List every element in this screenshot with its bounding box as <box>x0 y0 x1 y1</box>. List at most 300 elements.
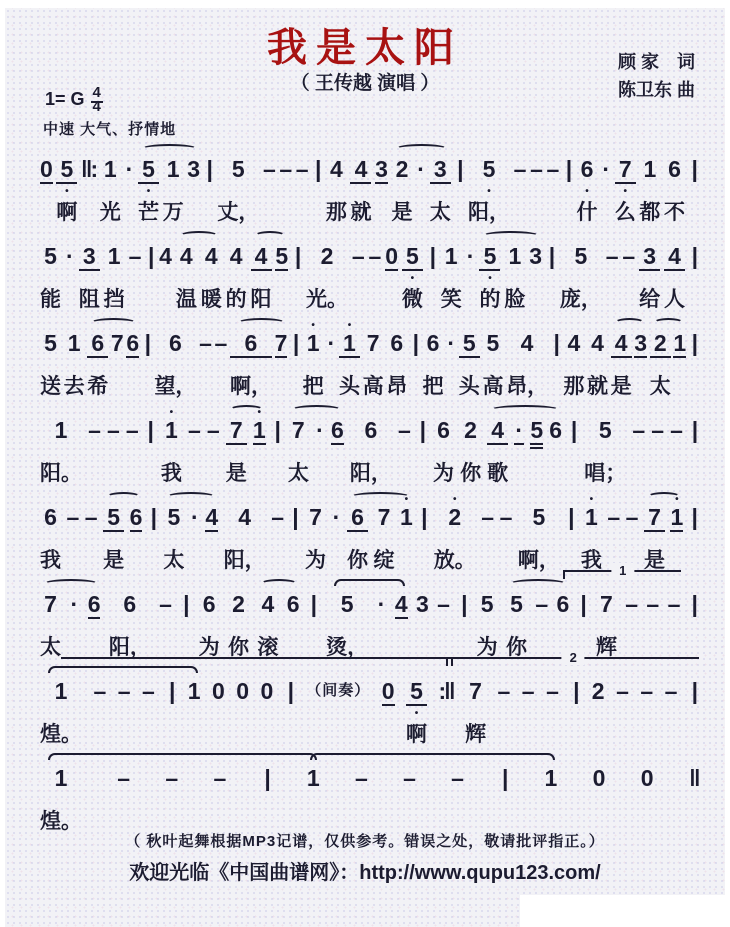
slur-tie <box>491 405 559 414</box>
lyric-syllable: 万 <box>162 201 184 224</box>
lyric-syllable: 丈， <box>217 201 260 224</box>
lyric-syllable: 唱； <box>584 462 627 485</box>
dash-token: – <box>199 330 212 356</box>
lyric-syllable: 你 <box>505 636 527 659</box>
system-6 <box>40 563 699 661</box>
octave-dot-above: • <box>347 320 352 331</box>
duration-underline <box>40 182 53 184</box>
dash-token: – <box>295 156 309 182</box>
lyric-syllable: 那 <box>563 375 585 398</box>
lyric-syllable: 去 <box>63 375 85 398</box>
note-token: · <box>125 156 134 182</box>
barline: | <box>457 156 462 182</box>
notation-row <box>40 496 699 574</box>
note-token: 1 万 <box>162 156 184 224</box>
lyric-syllable: 昂， <box>506 375 549 398</box>
dash-token: – <box>521 678 535 704</box>
octave-dot-above: • <box>169 407 174 418</box>
note-token: 6 <box>331 417 344 443</box>
duration-underline <box>275 356 288 358</box>
barline: | <box>147 417 152 443</box>
duration-underline <box>514 443 524 445</box>
note-token: 4 就 <box>350 156 372 224</box>
ending-bracket <box>446 650 700 666</box>
note-token: 1 光 <box>99 156 121 224</box>
note-token: 6 <box>556 591 570 617</box>
dash-token: – <box>646 591 660 617</box>
note-token: 7 <box>110 330 124 356</box>
note-token: 6 望， <box>154 330 197 398</box>
note-token: 7 高 <box>362 330 384 398</box>
barline: | <box>691 417 697 443</box>
dash-token: – <box>616 678 629 704</box>
note-token: 2 是 <box>391 156 413 224</box>
barline: | <box>580 591 585 617</box>
lyric-syllable: 笑 <box>440 288 462 311</box>
lyric-syllable: 么 <box>614 201 636 224</box>
system-1 <box>40 148 699 226</box>
notation-row <box>40 235 699 313</box>
note-token: 3 <box>375 156 388 182</box>
barline: | <box>502 765 507 791</box>
note-token: 7 太 <box>40 591 61 659</box>
note-token: 4 <box>159 243 172 269</box>
barline: ‖: <box>81 156 97 182</box>
note-token: 5 是 <box>103 504 125 572</box>
note-token: 2 光。 <box>305 243 348 311</box>
note-token: 2 你 <box>228 591 249 659</box>
duration-underline <box>126 356 139 358</box>
notation-row <box>40 583 699 661</box>
dash-token: – <box>530 156 543 182</box>
note-token: 1 <box>187 678 201 704</box>
lyric-syllable: 阳， <box>468 201 511 224</box>
dash-token: – <box>159 591 172 617</box>
note-token: 5 • 的 <box>479 243 501 311</box>
system-3 <box>40 322 699 400</box>
dash-token: – <box>451 765 464 791</box>
lyric-syllable: 温 <box>175 288 197 311</box>
note-token: 6 不 <box>664 156 686 224</box>
lyric-syllable: 啊， <box>517 549 560 572</box>
duration-underline <box>459 356 480 358</box>
note-token: 5 唱； <box>584 417 627 485</box>
duration-underline <box>487 443 508 445</box>
slur-tie <box>142 144 197 153</box>
lyric-syllable: 就 <box>350 201 372 224</box>
note-token: 5 烫， <box>326 591 369 659</box>
lyric-syllable: 暖 <box>200 288 222 311</box>
note-token: 5 • 微 <box>401 243 423 311</box>
note-token: 7 太 <box>287 417 309 485</box>
dash-token: – <box>403 765 416 791</box>
note-token: 5 送 <box>40 330 61 398</box>
dash-token: – <box>142 678 155 704</box>
note-token: 4 的 <box>225 243 247 311</box>
lyric-syllable: 你 <box>346 549 368 572</box>
barline: | <box>292 330 298 356</box>
barline: | <box>421 504 426 530</box>
duration-underline <box>382 704 395 706</box>
composer-credit: 陈卫东 曲 <box>617 80 695 100</box>
duration-underline <box>138 182 159 184</box>
note-token: • 1 <box>399 494 413 530</box>
octave-dot-above: • <box>257 407 261 418</box>
barline: | <box>310 591 316 617</box>
lyric-syllable: 光 <box>99 201 121 224</box>
note-token: 3 给 <box>639 243 661 311</box>
barline: | <box>294 243 300 269</box>
lyric-syllable: 不 <box>664 201 686 224</box>
notation-row <box>40 148 699 226</box>
dash-token: – <box>368 243 382 269</box>
note-token: 6 为 <box>198 591 220 659</box>
note-token: • 1 <box>670 494 684 530</box>
barline: | <box>150 504 156 530</box>
note-token: 6 你 <box>346 504 368 572</box>
barline: | <box>565 156 571 182</box>
note-token: · <box>602 156 610 182</box>
dash-token: – <box>625 504 639 530</box>
note-token: 5 • 芒 <box>138 156 160 224</box>
lyricist-credit: 顾 家 词 <box>617 52 695 72</box>
barline: | <box>461 591 466 617</box>
duration-underline <box>406 704 427 706</box>
lyric-syllable: 希 <box>87 375 109 398</box>
note-token: 5 • 阳， <box>468 156 511 224</box>
note-token: • 1 头 <box>338 320 360 398</box>
barline: | <box>315 156 320 182</box>
barline: | <box>691 330 697 356</box>
lyric-syllable: 是 <box>225 462 247 485</box>
dash-token: – <box>664 678 678 704</box>
corner-blank-box <box>520 895 725 927</box>
lyric-syllable: 煌。 <box>40 810 82 833</box>
duration-underline <box>56 182 77 184</box>
lyric-syllable: 辉 <box>595 636 617 659</box>
interlude-label: （间奏） <box>306 682 371 699</box>
note-token: 6 我 <box>40 504 61 572</box>
note-token: 4 就 <box>587 330 608 398</box>
ending-number: 1 <box>611 563 634 578</box>
note-token: 6 <box>129 504 143 530</box>
note-token: · <box>417 156 425 182</box>
slur-tie <box>510 579 566 588</box>
note-token: 4 <box>394 591 408 617</box>
lyric-syllable: 辉 <box>465 723 487 746</box>
ending-bracket <box>563 563 682 579</box>
note-token: 5 丈， <box>217 156 260 224</box>
octave-dot-below: • <box>414 708 419 719</box>
note-token: 1 脸 <box>504 243 526 311</box>
lyric-syllable: 什 <box>576 201 598 224</box>
lyric-syllable: 绽 <box>373 549 395 572</box>
note-token: 7 是 <box>225 417 247 485</box>
dash-token: – <box>397 417 411 443</box>
barline: | <box>206 156 211 182</box>
note-token: 6 <box>126 330 140 356</box>
barline: | <box>292 504 297 530</box>
dash-token: – <box>214 330 228 356</box>
dash-token: – <box>640 678 654 704</box>
duration-underline <box>670 530 683 532</box>
lyric-syllable: 滚 <box>257 636 279 659</box>
dash-token: – <box>607 504 621 530</box>
performer-line: （ 王传越 演唱 ） <box>290 73 440 94</box>
octave-dot-above: • <box>404 494 409 505</box>
note-token: 5 为 <box>476 591 498 659</box>
note-token: 4 是 <box>610 330 632 398</box>
note-token: 3 太 <box>429 156 451 224</box>
note-token: 6 <box>549 417 563 443</box>
barline: ‖ <box>689 765 699 791</box>
lyric-syllable: 歌 <box>487 462 509 485</box>
note-token: 5 能 <box>40 243 61 311</box>
dash-token: – <box>128 243 142 269</box>
note-token: 7 <box>274 330 288 356</box>
note-token: 3 阻 <box>78 243 100 311</box>
duration-underline <box>650 356 671 358</box>
dash-token: – <box>354 765 368 791</box>
notation-row <box>40 670 699 748</box>
lyric-syllable: 我 <box>580 549 602 572</box>
note-token: 4 昂， <box>506 330 549 398</box>
lyric-syllable: 光。 <box>305 288 348 311</box>
slur-tie <box>48 666 198 673</box>
credits <box>618 48 695 104</box>
octave-dot-below: • <box>488 273 492 284</box>
lyric-syllable: 阳， <box>349 462 392 485</box>
site-link[interactable]: 欢迎光临《中国曲谱网》：http://www.qupu123.com/ <box>129 862 601 884</box>
slur-tie <box>334 579 405 586</box>
note-token: 3 <box>529 243 543 269</box>
note-token: 0 <box>212 678 225 704</box>
notation-row <box>40 757 699 835</box>
lyric-syllable: 挡 <box>103 288 125 311</box>
dash-token: – <box>88 417 101 443</box>
duration-underline <box>350 182 371 184</box>
duration-underline <box>385 269 398 271</box>
lyric-syllable: 是 <box>103 549 125 572</box>
system-8 <box>40 757 699 835</box>
barline: | <box>691 678 697 704</box>
duration-underline <box>331 443 344 445</box>
duration-underline <box>339 356 360 358</box>
barline: | <box>419 417 425 443</box>
lyric-syllable: 为 <box>432 462 454 485</box>
lyric-syllable: 给 <box>639 288 661 311</box>
barline: :‖ <box>438 678 454 704</box>
duration-underline <box>673 356 686 358</box>
lyric-syllable: 太 <box>429 201 451 224</box>
note-token: 5 你 <box>505 591 527 659</box>
sheet-background <box>5 8 725 927</box>
lyric-syllable: 太 <box>649 375 671 398</box>
lyric-syllable: 昂 <box>386 375 408 398</box>
note-token: 6 昂 <box>386 330 408 398</box>
barline: | <box>691 243 697 269</box>
note-token: 1 煌。 <box>40 678 82 746</box>
barline: | <box>274 417 279 443</box>
dash-token: – <box>667 591 681 617</box>
dash-token: – <box>279 156 293 182</box>
transcriber-note: （ 秋叶起舞根据MP3记谱，仅供参考。错误之处，敬请批评指正。） <box>125 833 605 850</box>
dash-token: – <box>93 678 107 704</box>
lyric-syllable: 望， <box>154 375 197 398</box>
duration-underline <box>230 356 272 358</box>
duration-underline <box>251 269 272 271</box>
note-token: · <box>466 243 475 269</box>
dash-token: – <box>481 504 495 530</box>
note-token: 4 暖 <box>200 243 222 311</box>
duration-underline <box>634 356 647 358</box>
note-token: 1 挡 <box>103 243 125 311</box>
lyric-syllable: 的 <box>225 288 247 311</box>
lyric-syllable: 都 <box>639 201 661 224</box>
barline: | <box>691 591 696 617</box>
dash-token: – <box>513 156 527 182</box>
lyric-syllable: 我 <box>160 462 182 485</box>
duration-underline <box>402 269 423 271</box>
barline: | <box>144 330 150 356</box>
slur-tie <box>91 318 136 327</box>
note-token: 5 头 <box>458 330 480 398</box>
dash-token: – <box>213 765 227 791</box>
note-token: 5 太 <box>163 504 185 572</box>
slur-tie <box>48 753 317 760</box>
note-token: · <box>316 417 324 443</box>
duration-underline <box>664 269 685 271</box>
dash-token: – <box>622 243 636 269</box>
barline: | <box>169 678 174 704</box>
key-label: 1= G <box>45 88 85 109</box>
note-token: 6 <box>286 591 300 617</box>
dash-token: – <box>117 678 131 704</box>
barline: | <box>264 765 269 791</box>
dash-token: – <box>187 417 201 443</box>
note-token: 2 <box>591 678 605 704</box>
duration-underline <box>103 530 124 532</box>
dash-token: – <box>546 156 560 182</box>
duration-underline <box>226 443 247 445</box>
note-token: 4 滚 <box>257 591 279 659</box>
duration-underline <box>375 182 388 184</box>
note-token: · <box>515 417 524 443</box>
lyric-syllable: 高 <box>482 375 504 398</box>
lyric-syllable: 头 <box>338 375 360 398</box>
lyric-syllable: 啊 <box>56 201 78 224</box>
lyric-syllable: 是 <box>643 549 665 572</box>
note-token: 7 为 <box>304 504 326 572</box>
note-token: 6 啊， <box>229 330 272 398</box>
duration-underline <box>479 269 500 271</box>
note-token: 0 <box>592 765 606 791</box>
note-token: • 1 把 <box>302 320 324 398</box>
dash-token: – <box>206 417 220 443</box>
octave-dot-below: • <box>623 186 628 197</box>
note-token: 4 那 <box>325 156 347 224</box>
song-title: 我是太阳 <box>267 26 463 70</box>
note-token: 6 把 <box>422 330 444 398</box>
lyric-syllable: 庞， <box>559 288 602 311</box>
lyric-syllable: 阳， <box>108 636 151 659</box>
dash-token: – <box>271 504 284 530</box>
duration-underline <box>615 182 636 184</box>
octave-dot-below: • <box>410 273 415 284</box>
slur-tie <box>483 231 539 240</box>
note-token: 7 • 么 <box>614 156 636 224</box>
lyric-syllable: 高 <box>362 375 384 398</box>
octave-dot-below: • <box>487 186 491 197</box>
slur-tie <box>167 492 215 501</box>
lyric-syllable: 放。 <box>433 549 476 572</box>
notation-row <box>40 322 699 400</box>
note-token: 7 绽 <box>373 504 395 572</box>
note-token: 4 温 <box>175 243 197 311</box>
ending-number: 2 <box>562 650 585 665</box>
note-token: 0 <box>40 156 53 182</box>
note-token: 1 阳。 <box>40 417 82 485</box>
duration-underline <box>79 269 100 271</box>
lyric-syllable: 太 <box>40 636 61 659</box>
lyric-syllable: 阳， <box>223 549 266 572</box>
lyric-syllable: 太 <box>163 549 185 572</box>
note-token: 4 人 <box>664 243 685 311</box>
lyric-syllable: 送 <box>40 375 61 398</box>
barline: | <box>570 417 576 443</box>
note-token: 7 辉 <box>465 678 487 746</box>
dash-token: – <box>125 417 139 443</box>
note-token: 6 • 什 <box>576 156 598 224</box>
lyric-syllable: 太 <box>287 462 309 485</box>
dash-token: – <box>670 417 683 443</box>
note-token: 6 <box>87 591 101 617</box>
note-token: • 2 放。 <box>433 494 476 572</box>
octave-dot-above: • <box>453 494 457 505</box>
note-token: 1 都 <box>639 156 661 224</box>
barline: | <box>429 243 435 269</box>
lyric-syllable: 啊， <box>229 375 272 398</box>
dash-token: – <box>497 678 511 704</box>
note-token: · <box>332 504 341 530</box>
duration-underline <box>430 182 451 184</box>
note-token: 4 <box>205 504 219 530</box>
note-token: 6 希 <box>87 330 109 398</box>
octave-dot-below: • <box>65 186 69 197</box>
lyric-syllable: 的 <box>479 288 501 311</box>
barline: | <box>548 243 554 269</box>
duration-underline <box>639 269 660 271</box>
barline: | <box>412 330 418 356</box>
dash-token: – <box>437 591 450 617</box>
note-token: 1 <box>544 765 558 791</box>
dash-token: – <box>84 504 98 530</box>
dash-token: – <box>632 417 646 443</box>
lyric-syllable: 阻 <box>78 288 100 311</box>
note-token: 6 阳， <box>108 591 151 659</box>
note-token: 1 煌。 <box>40 765 82 833</box>
barline: | <box>568 504 573 530</box>
duration-underline <box>253 443 266 445</box>
duration-underline <box>644 530 665 532</box>
note-token: 3 <box>416 591 429 617</box>
barline: | <box>691 156 696 182</box>
time-signature: 4 4 <box>92 84 101 115</box>
note-token: 6 阳， <box>349 417 392 485</box>
note-token: 3 <box>634 330 648 356</box>
dash-token: – <box>499 504 513 530</box>
slur-tie <box>310 753 556 760</box>
